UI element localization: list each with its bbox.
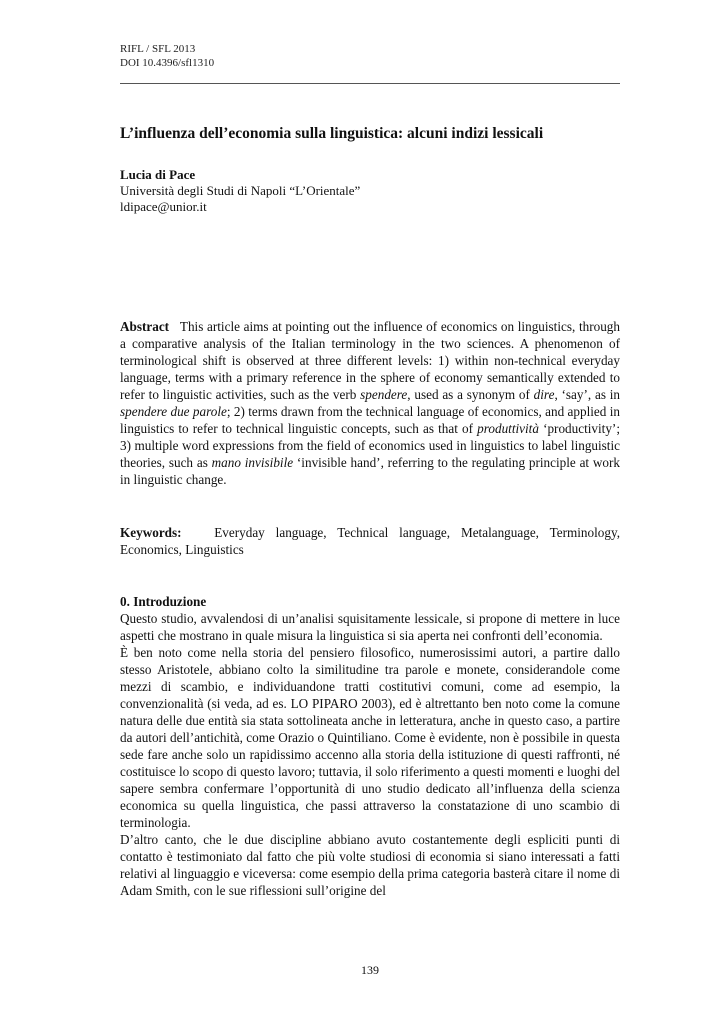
keywords-text: Everyday language, Technical language, Metalanguage, Terminology, Economics, Linguistics xyxy=(120,525,621,557)
abstract-text-3: , ‘say’, as in xyxy=(554,387,621,402)
abstract-text-4: ; 2) terms drawn from the technical language of economics, and applied in linguistics to refer to technical linguistic concepts, such as that of xyxy=(120,404,620,436)
running-head xyxy=(120,42,214,70)
paper-page xyxy=(120,0,620,1024)
article-title: L’influenza dell’economia sulla linguistica: alcuni indizi lessicali xyxy=(120,125,544,142)
author-affiliation: Università degli Studi di Napoli “L’Orientale” xyxy=(120,183,361,198)
author-name: Lucia di Pace xyxy=(120,167,196,182)
abstract-term-spendere: spendere xyxy=(360,387,408,402)
abstract-text-1: This article aims at pointing out the influence of economics on linguistics, through a comparative analysis of the Italian terminology in the two sciences. A phenomenon of terminological shift is observed at three different levels: 1) within non-technical everyday language, terms with a primary reference in the sphere of economy semantically extended to refer to linguistic activities, such as the verb xyxy=(120,319,620,402)
section-paragraph-1: Questo studio, avvalendosi di un’analisi squisitamente lessicale, si propone di mettere in luce aspetti che mostrano in quale misura la linguistica si sia aperta nei confronti dell’economia. xyxy=(120,611,620,643)
author-email[interactable]: ldipace@unior.it xyxy=(120,199,207,214)
abstract-term-dire: dire xyxy=(533,387,555,402)
section-paragraph-2: È ben noto come nella storia del pensiero filosofico, numerosissimi autori, a partire dallo stesso Aristotele, abbiano colto la similitudine tra parole e monete, considerandole come mezzi di scambio, e individuandone tratti costitutivi comuni, come ad esempio, la convenzionalità (si veda, ad es. LO PIPARO 2003), ed è altrettanto ben noto come la comune natura delle due entità sia stata sottolineata anche in letteratura, anche in questo caso, a partire da autori dell’antichità, come Orazio o Quintiliano. Come è evidente, non è possibile in questa sede fare anche solo un rapidissimo accenno alla storia della istituzione di questi raffronti, né costituisce lo scopo di questo lavoro; tuttavia, il solo riferimento a questi momenti e luoghi del sapere sembra confermare l’opportunità di uno studio dedicato all’influenza della scienza economica su quella linguistica, che passi attraverso la constatazione di uno scambio di terminologia. xyxy=(120,645,620,830)
header-rule xyxy=(120,83,620,84)
section-heading: 0. Introduzione xyxy=(120,594,207,609)
keywords xyxy=(120,524,620,558)
doi-label: DOI 10.4396/sfl1310 xyxy=(120,57,215,69)
abstract-term-produttivita: produttività xyxy=(477,421,539,436)
section-paragraph-3: D’altro canto, che le due discipline abbiano avuto costantemente degli espliciti punti di contatto è testimoniato dal fatto che più volte studiosi di economia si siano interessati a fatti relativi al linguaggio e viceversa: come esempio della prima categoria basterà citare il nome di Adam Smith, con le sue riflessioni sull’origine del xyxy=(120,832,620,898)
abstract-text-5: ‘productivity’; 3) multiple word expressions from the field of economics used in linguistics to label linguistic theories, such as xyxy=(120,421,620,470)
page-number: 139 xyxy=(361,963,379,977)
keywords-label: Keywords: xyxy=(120,525,182,540)
abstract xyxy=(120,318,620,488)
author-block xyxy=(120,167,360,215)
abstract-label: Abstract xyxy=(120,319,170,334)
section-introduzione xyxy=(120,593,620,899)
abstract-term-spendere-due-parole: spendere due parole xyxy=(120,404,227,419)
abstract-text-2: , used as a synonym of xyxy=(407,387,534,402)
abstract-text-6: ‘invisible hand’, referring to the regulating principle at work in linguistic change. xyxy=(120,455,620,487)
journal-label: RIFL / SFL 2013 xyxy=(120,43,196,55)
abstract-term-mano-invisibile: mano invisibile xyxy=(211,455,294,470)
